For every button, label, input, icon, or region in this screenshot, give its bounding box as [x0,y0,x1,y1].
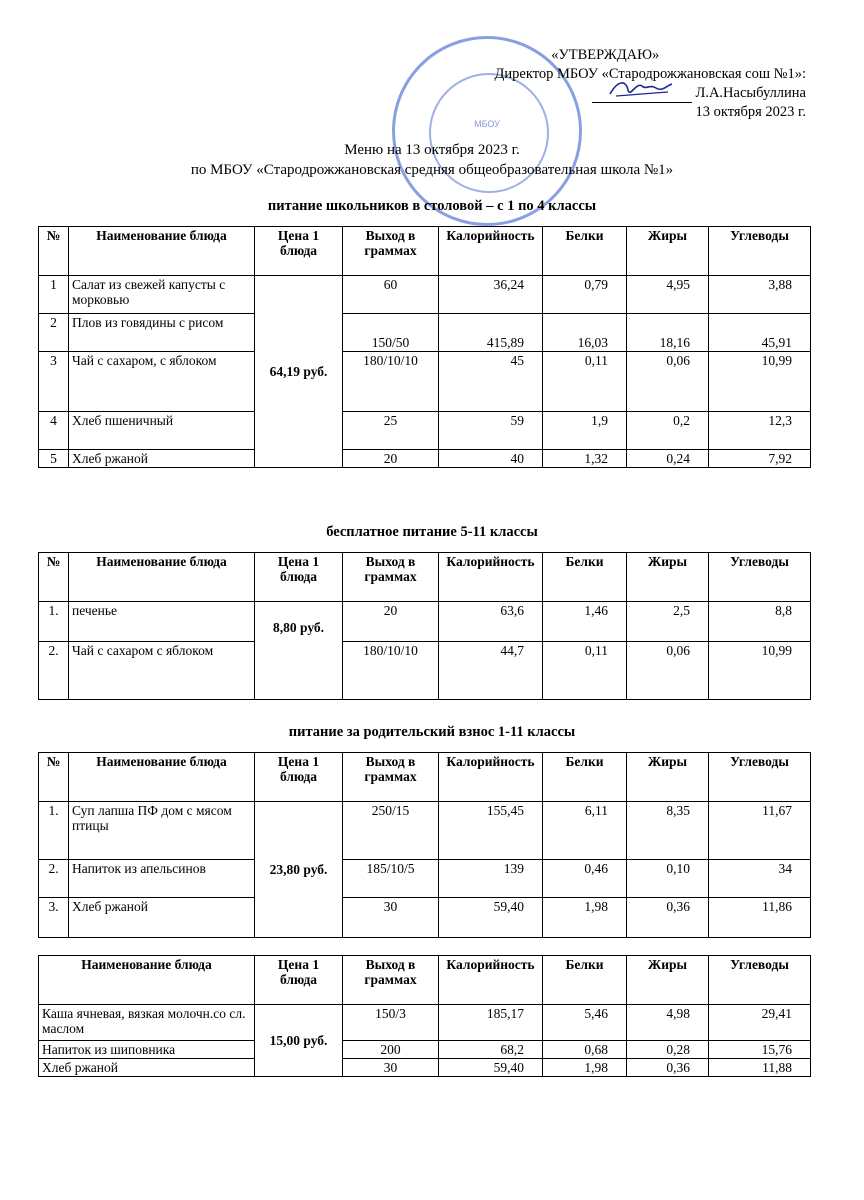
cell-name: Хлеб ржаной [39,1059,255,1077]
cell-name: Напиток из шиповника [39,1041,255,1059]
table-row [39,314,811,352]
col-num: № [39,553,69,602]
menu-heading-line2: по МБОУ «Стародрожжановская средняя общеобразовательная школа №1» [190,162,674,178]
col-price: Цена 1 блюда [255,553,343,602]
cell-output: 185/10/5 [343,860,439,898]
col-output: Выход в граммах [343,227,439,276]
cell-prot: 6,11 [543,802,627,860]
table-row [39,898,811,938]
cell-cal: 415,89 [439,314,543,352]
cell-price: 8,80 руб. [255,602,343,700]
cell-prot: 1,9 [543,412,627,450]
cell-num: 2. [39,860,69,898]
cell-fat: 0,28 [627,1041,709,1059]
cell-output: 30 [343,1059,439,1077]
table-row [39,352,811,412]
col-fat: Жиры [627,227,709,276]
cell-fat: 8,35 [627,802,709,860]
col-output: Выход в граммах [343,753,439,802]
table-header-row [39,956,811,1005]
cell-cal: 63,6 [439,602,543,642]
cell-cal: 68,2 [439,1041,543,1059]
cell-output: 20 [343,602,439,642]
cell-fat: 4,98 [627,1005,709,1041]
col-cal: Калорийность [439,227,543,276]
table-header-row [39,753,811,802]
cell-name: Салат из свежей капусты с морковью [69,276,255,314]
cell-name: Суп лапша ПФ дом с мясом птицы [69,802,255,860]
section4-table [38,955,811,1077]
table-row [39,642,811,700]
table-row [39,450,811,468]
cell-carb: 15,76 [709,1041,811,1059]
cell-num: 3. [39,898,69,938]
cell-num: 2 [39,314,69,352]
cell-output: 30 [343,898,439,938]
table-row [39,602,811,642]
cell-fat: 0,10 [627,860,709,898]
cell-fat: 0,36 [627,1059,709,1077]
menu-heading-line1: Меню на 13 октября 2023 г. [344,142,520,158]
cell-name: Хлеб ржаной [69,898,255,938]
table-header-row [39,553,811,602]
cell-price: 64,19 руб. [255,276,343,468]
table-row [39,1059,811,1077]
cell-carb: 29,41 [709,1005,811,1041]
cell-price: 23,80 руб. [255,802,343,938]
cell-output: 250/15 [343,802,439,860]
table-row [39,276,811,314]
cell-prot: 0,11 [543,352,627,412]
cell-prot: 0,46 [543,860,627,898]
table-row [39,1041,811,1059]
col-carb: Углеводы [709,227,811,276]
col-name: Наименование блюда [69,753,255,802]
col-cal: Калорийность [439,956,543,1005]
cell-cal: 40 [439,450,543,468]
col-num: № [39,227,69,276]
cell-prot: 0,11 [543,642,627,700]
col-price: Цена 1 блюда [255,753,343,802]
cell-prot: 1,46 [543,602,627,642]
cell-name: Хлеб пшеничный [69,412,255,450]
cell-output: 200 [343,1041,439,1059]
cell-prot: 5,46 [543,1005,627,1041]
cell-prot: 1,98 [543,898,627,938]
cell-carb: 11,86 [709,898,811,938]
col-fat: Жиры [627,753,709,802]
col-price: Цена 1 блюда [255,956,343,1005]
cell-prot: 16,03 [543,314,627,352]
cell-output: 60 [343,276,439,314]
cell-cal: 44,7 [439,642,543,700]
cell-name: Напиток из апельсинов [69,860,255,898]
cell-prot: 1,32 [543,450,627,468]
section1-table [38,226,811,468]
cell-cal: 139 [439,860,543,898]
col-output: Выход в граммах [343,956,439,1005]
col-name: Наименование блюда [39,956,255,1005]
cell-cal: 155,45 [439,802,543,860]
col-cal: Калорийность [439,753,543,802]
col-prot: Белки [543,956,627,1005]
cell-carb: 10,99 [709,352,811,412]
cell-num: 4 [39,412,69,450]
cell-prot: 0,68 [543,1041,627,1059]
cell-cal: 59,40 [439,1059,543,1077]
col-fat: Жиры [627,956,709,1005]
table-row [39,860,811,898]
cell-fat: 0,36 [627,898,709,938]
cell-carb: 7,92 [709,450,811,468]
col-cal: Калорийность [439,553,543,602]
section2-table [38,552,811,700]
table-header-row [39,227,811,276]
cell-output: 25 [343,412,439,450]
approval-signer: Л.А.Насыбуллина [695,85,806,101]
cell-cal: 59 [439,412,543,450]
cell-output: 20 [343,450,439,468]
cell-cal: 59,40 [439,898,543,938]
cell-name: Чай с сахаром с яблоком [69,642,255,700]
section3-table [38,752,811,938]
col-carb: Углеводы [709,553,811,602]
cell-name: печенье [69,602,255,642]
cell-num: 1. [39,802,69,860]
cell-output: 180/10/10 [343,642,439,700]
col-prot: Белки [543,227,627,276]
cell-name: Плов из говядины с рисом [69,314,255,352]
cell-prot: 0,79 [543,276,627,314]
table-row [39,1005,811,1041]
cell-num: 2. [39,642,69,700]
cell-carb: 45,91 [709,314,811,352]
cell-carb: 3,88 [709,276,811,314]
cell-cal: 36,24 [439,276,543,314]
cell-cal: 45 [439,352,543,412]
table-row [39,802,811,860]
cell-cal: 185,17 [439,1005,543,1041]
cell-name: Хлеб ржаной [69,450,255,468]
cell-fat: 0,06 [627,352,709,412]
signature-line [592,88,692,103]
cell-fat: 0,2 [627,412,709,450]
cell-name: Чай с сахаром, с яблоком [69,352,255,412]
col-name: Наименование блюда [69,227,255,276]
cell-num: 1 [39,276,69,314]
cell-carb: 10,99 [709,642,811,700]
cell-fat: 18,16 [627,314,709,352]
table-row [39,412,811,450]
signature-icon [606,76,676,102]
cell-output: 150/50 [343,314,439,352]
col-carb: Углеводы [709,956,811,1005]
col-price: Цена 1 блюда [255,227,343,276]
col-output: Выход в граммах [343,553,439,602]
cell-num: 5 [39,450,69,468]
section2-title: бесплатное питание 5-11 классы [326,524,538,540]
section1-title: питание школьников в столовой – с 1 по 4 классы [267,198,597,214]
cell-fat: 0,24 [627,450,709,468]
section3-title: питание за родительский взнос 1-11 классы [288,724,576,740]
approval-block [495,46,806,122]
cell-carb: 12,3 [709,412,811,450]
cell-output: 180/10/10 [343,352,439,412]
cell-price: 15,00 руб. [255,1005,343,1077]
col-prot: Белки [543,553,627,602]
cell-num: 3 [39,352,69,412]
cell-carb: 11,88 [709,1059,811,1077]
approval-position: Директор МБОУ «Стародрожжановская сош №1»: [494,66,806,82]
cell-carb: 11,67 [709,802,811,860]
cell-fat: 4,95 [627,276,709,314]
cell-num: 1. [39,602,69,642]
col-num: № [39,753,69,802]
cell-name: Каша ячневая, вязкая молочн.со сл. маслом [39,1005,255,1041]
col-name: Наименование блюда [69,553,255,602]
approval-signature-row [495,84,806,103]
approval-title: «УТВЕРЖДАЮ» [551,47,660,63]
cell-fat: 2,5 [627,602,709,642]
col-fat: Жиры [627,553,709,602]
cell-carb: 8,8 [709,602,811,642]
cell-output: 150/3 [343,1005,439,1041]
cell-fat: 0,06 [627,642,709,700]
col-carb: Углеводы [709,753,811,802]
cell-carb: 34 [709,860,811,898]
approval-date: 13 октября 2023 г. [695,104,806,120]
cell-prot: 1,98 [543,1059,627,1077]
stamp-text: МБОУ [474,119,500,129]
col-prot: Белки [543,753,627,802]
